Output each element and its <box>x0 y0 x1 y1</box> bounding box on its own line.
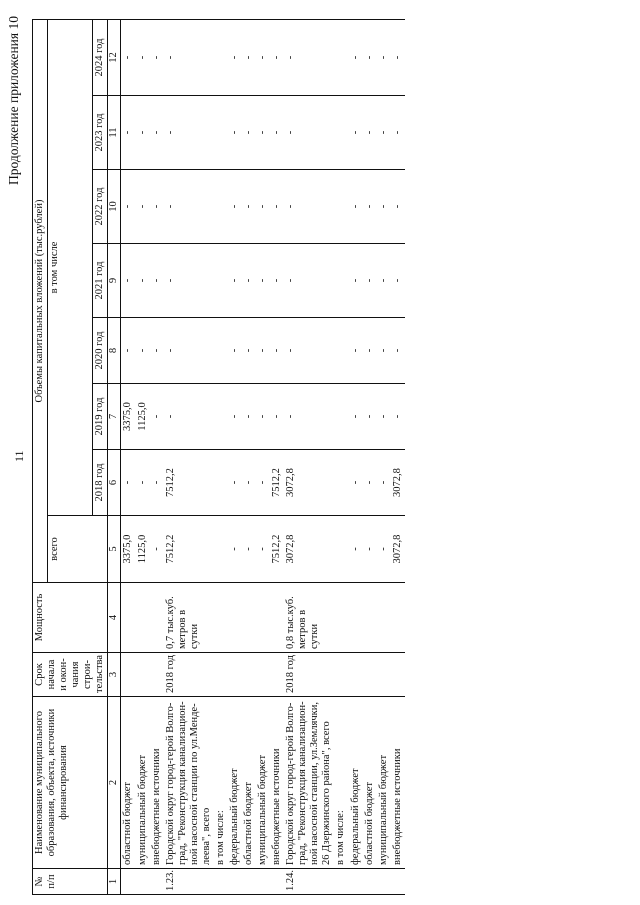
row-year-cell: - <box>150 318 164 384</box>
row-term-cell <box>242 653 256 697</box>
row-number-cell <box>391 869 405 895</box>
row-number-cell <box>349 869 363 895</box>
row-year-cell: - <box>284 170 334 244</box>
row-year-cell: - <box>377 96 391 170</box>
row-year-cell: - <box>164 318 214 384</box>
row-year-cell: - <box>228 384 242 450</box>
row-total-cell: - <box>377 516 391 583</box>
header-year: 2022 год <box>93 170 108 244</box>
column-number: 1 <box>108 869 121 895</box>
row-year-cell: - <box>164 170 214 244</box>
rotated-page <box>0 10 640 895</box>
row-year-cell: - <box>391 244 405 318</box>
table-row <box>228 19 242 894</box>
header-capacity: Мощность <box>33 583 108 653</box>
row-number-cell <box>334 869 348 895</box>
row-year-cell: - <box>228 450 242 516</box>
row-name-cell: внебюджетные источники <box>150 697 164 869</box>
column-number: 4 <box>108 583 121 653</box>
investment-table <box>32 19 405 895</box>
header-term: Срок начала и окон-чания строи-тельства <box>33 653 108 697</box>
column-number: 12 <box>108 19 121 95</box>
row-year-cell: - <box>164 384 214 450</box>
row-year-cell: - <box>136 450 150 516</box>
row-term-cell <box>377 653 391 697</box>
row-total-cell: 7512,2 <box>164 516 214 583</box>
row-total-cell: 3072,8 <box>284 516 334 583</box>
row-year-cell: - <box>136 96 150 170</box>
row-capacity-cell <box>214 583 228 653</box>
row-year-cell: - <box>363 244 377 318</box>
row-year-cell: - <box>242 384 256 450</box>
row-year-cell <box>334 19 348 95</box>
table-row <box>284 19 334 894</box>
header-year: 2020 год <box>93 318 108 384</box>
row-year-cell: - <box>121 170 136 244</box>
row-number-cell: 1.23. <box>164 869 214 895</box>
column-number: 3 <box>108 653 121 697</box>
row-name-cell: муниципальный бюджет <box>256 697 270 869</box>
header-year: 2021 год <box>93 244 108 318</box>
row-year-cell: 3072,8 <box>284 450 334 516</box>
table-header <box>33 19 121 894</box>
row-year-cell: - <box>256 450 270 516</box>
row-name-cell: областной бюджет <box>363 697 377 869</box>
row-year-cell: - <box>391 318 405 384</box>
row-capacity-cell <box>270 583 284 653</box>
row-year-cell: - <box>270 318 284 384</box>
row-term-cell <box>349 653 363 697</box>
table-row <box>164 19 214 894</box>
row-number-cell <box>121 869 136 895</box>
row-year-cell: - <box>242 170 256 244</box>
row-capacity-cell <box>363 583 377 653</box>
row-year-cell: - <box>349 244 363 318</box>
column-number: 7 <box>108 384 121 450</box>
row-year-cell: - <box>150 244 164 318</box>
row-name-cell: внебюджетные источники <box>391 697 405 869</box>
header-no: № п/п <box>33 869 108 895</box>
row-year-cell: - <box>363 318 377 384</box>
row-term-cell <box>363 653 377 697</box>
continuation-caption: Продолжение приложения 10 <box>6 16 21 186</box>
row-year-cell: - <box>349 384 363 450</box>
column-number: 6 <box>108 450 121 516</box>
row-year-cell: - <box>164 19 214 95</box>
header-name: Наименование муниципального образования, объекта, источники финансирования <box>33 697 108 869</box>
row-total-cell: 1125,0 <box>136 516 150 583</box>
column-number-row <box>108 19 121 894</box>
row-year-cell: - <box>270 384 284 450</box>
table-body <box>121 19 405 894</box>
row-year-cell: - <box>377 450 391 516</box>
row-total-cell: 7512,2 <box>270 516 284 583</box>
row-year-cell: 7512,2 <box>270 450 284 516</box>
table-row <box>121 19 136 894</box>
row-year-cell: - <box>121 450 136 516</box>
row-number-cell <box>270 869 284 895</box>
row-capacity-cell <box>242 583 256 653</box>
column-number: 9 <box>108 244 121 318</box>
row-year-cell: - <box>242 450 256 516</box>
header-incl: в том числе <box>48 19 93 515</box>
row-term-cell <box>270 653 284 697</box>
row-year-cell <box>334 318 348 384</box>
row-total-cell: - <box>150 516 164 583</box>
row-year-cell: - <box>363 19 377 95</box>
row-year-cell: 3375,0 <box>121 384 136 450</box>
row-year-cell: - <box>242 244 256 318</box>
row-year-cell: - <box>121 19 136 95</box>
row-year-cell: - <box>136 170 150 244</box>
row-name-cell: Городской округ город-герой Волго-град, "Реконструкция канализацион-ной насосной станции по ул.Менде-леева", всего <box>164 697 214 869</box>
row-year-cell <box>214 318 228 384</box>
row-number-cell <box>214 869 228 895</box>
row-year-cell: - <box>228 318 242 384</box>
row-name-cell: Городской округ город-герой Волго-град, "Реконструкция канализацион-ной насосной станции, ул.Землячки, 26 Дзержинского района", всего <box>284 697 334 869</box>
table-row <box>136 19 150 894</box>
row-name-cell: федеральный бюджет <box>228 697 242 869</box>
header-year: 2018 год <box>93 450 108 516</box>
row-name-cell: областной бюджет <box>242 697 256 869</box>
row-number-cell <box>242 869 256 895</box>
row-term-cell <box>391 653 405 697</box>
row-total-cell: - <box>256 516 270 583</box>
row-year-cell: - <box>121 318 136 384</box>
row-year-cell: - <box>284 244 334 318</box>
row-year-cell: - <box>377 19 391 95</box>
row-year-cell <box>214 96 228 170</box>
row-year-cell <box>334 96 348 170</box>
row-year-cell: - <box>150 384 164 450</box>
row-term-cell <box>150 653 164 697</box>
row-year-cell: 1125,0 <box>136 384 150 450</box>
row-number-cell <box>136 869 150 895</box>
row-year-cell: - <box>228 244 242 318</box>
row-year-cell: - <box>270 170 284 244</box>
row-year-cell: - <box>349 318 363 384</box>
row-year-cell <box>334 170 348 244</box>
table-row <box>270 19 284 894</box>
header-year: 2019 год <box>93 384 108 450</box>
row-year-cell: - <box>391 96 405 170</box>
row-year-cell: - <box>377 318 391 384</box>
row-number-cell <box>228 869 242 895</box>
row-capacity-cell <box>391 583 405 653</box>
row-year-cell: - <box>121 96 136 170</box>
row-year-cell: 7512,2 <box>164 450 214 516</box>
row-capacity-cell <box>150 583 164 653</box>
row-year-cell: - <box>228 96 242 170</box>
row-year-cell: - <box>284 19 334 95</box>
row-year-cell: - <box>150 170 164 244</box>
row-year-cell <box>334 384 348 450</box>
column-number: 5 <box>108 516 121 583</box>
row-year-cell: - <box>256 318 270 384</box>
row-year-cell: - <box>363 170 377 244</box>
row-name-cell: муниципальный бюджет <box>136 697 150 869</box>
row-year-cell: - <box>363 450 377 516</box>
row-total-cell: - <box>363 516 377 583</box>
row-year-cell <box>214 384 228 450</box>
row-name-cell: внебюджетные источники <box>270 697 284 869</box>
row-total-cell: - <box>242 516 256 583</box>
row-year-cell: - <box>256 170 270 244</box>
row-year-cell: - <box>363 96 377 170</box>
row-capacity-cell: 0,8 тыс.куб. метров в сутки <box>284 583 334 653</box>
row-year-cell: - <box>256 244 270 318</box>
column-number: 10 <box>108 170 121 244</box>
row-year-cell: - <box>391 170 405 244</box>
row-year-cell: - <box>270 19 284 95</box>
header-total: всего <box>48 516 108 583</box>
row-year-cell <box>334 244 348 318</box>
row-year-cell <box>214 19 228 95</box>
row-year-cell: - <box>270 244 284 318</box>
row-name-cell: муниципальный бюджет <box>377 697 391 869</box>
row-year-cell: 3072,8 <box>391 450 405 516</box>
row-total-cell <box>214 516 228 583</box>
row-term-cell <box>256 653 270 697</box>
row-number-cell <box>377 869 391 895</box>
row-number-cell <box>150 869 164 895</box>
row-capacity-cell <box>349 583 363 653</box>
column-number: 8 <box>108 318 121 384</box>
row-year-cell <box>214 450 228 516</box>
header-year: 2023 год <box>93 96 108 170</box>
table-row <box>214 19 228 894</box>
row-term-cell <box>228 653 242 697</box>
row-term-cell: 2018 год <box>164 653 214 697</box>
table-row <box>150 19 164 894</box>
row-year-cell <box>334 450 348 516</box>
row-name-cell: в том числе: <box>334 697 348 869</box>
row-total-cell: 3375,0 <box>121 516 136 583</box>
row-total-cell: 3072,8 <box>391 516 405 583</box>
header-investments: Объемы капитальных вложений (тыс.рублей) <box>33 19 48 582</box>
row-term-cell <box>136 653 150 697</box>
row-name-cell: федеральный бюджет <box>349 697 363 869</box>
row-year-cell: - <box>284 318 334 384</box>
table-row <box>363 19 377 894</box>
row-year-cell: - <box>136 244 150 318</box>
row-term-cell <box>121 653 136 697</box>
row-year-cell: - <box>284 96 334 170</box>
column-number: 2 <box>108 697 121 869</box>
row-capacity-cell <box>256 583 270 653</box>
row-year-cell: - <box>164 244 214 318</box>
row-capacity-cell: 0,7 тыс.куб. метров в сутки <box>164 583 214 653</box>
table-row <box>242 19 256 894</box>
row-capacity-cell <box>334 583 348 653</box>
row-year-cell: - <box>136 318 150 384</box>
row-number-cell <box>256 869 270 895</box>
row-year-cell <box>214 170 228 244</box>
row-year-cell: - <box>121 244 136 318</box>
row-term-cell: 2018 год <box>284 653 334 697</box>
row-year-cell: - <box>136 19 150 95</box>
row-year-cell: - <box>377 244 391 318</box>
row-year-cell: - <box>242 19 256 95</box>
row-year-cell: - <box>363 384 377 450</box>
row-number-cell <box>363 869 377 895</box>
row-number-cell: 1.24. <box>284 869 334 895</box>
table-row <box>256 19 270 894</box>
row-year-cell: - <box>256 19 270 95</box>
row-total-cell: - <box>349 516 363 583</box>
row-capacity-cell <box>377 583 391 653</box>
row-capacity-cell <box>228 583 242 653</box>
row-year-cell: - <box>377 170 391 244</box>
row-year-cell: - <box>349 450 363 516</box>
row-year-cell: - <box>284 384 334 450</box>
row-total-cell: - <box>228 516 242 583</box>
page-number: 11 <box>12 450 26 462</box>
row-year-cell: - <box>256 96 270 170</box>
row-name-cell: областной бюджет <box>121 697 136 869</box>
row-term-cell <box>214 653 228 697</box>
row-year-cell: - <box>391 19 405 95</box>
row-year-cell: - <box>242 318 256 384</box>
row-year-cell: - <box>242 96 256 170</box>
table-row <box>377 19 391 894</box>
row-year-cell: - <box>150 450 164 516</box>
row-year-cell: - <box>270 96 284 170</box>
row-year-cell: - <box>377 384 391 450</box>
row-year-cell: - <box>391 384 405 450</box>
row-capacity-cell <box>136 583 150 653</box>
table-row <box>334 19 348 894</box>
row-year-cell: - <box>150 19 164 95</box>
row-term-cell <box>334 653 348 697</box>
row-year-cell: - <box>349 19 363 95</box>
row-year-cell: - <box>256 384 270 450</box>
row-capacity-cell <box>121 583 136 653</box>
row-name-cell: в том числе: <box>214 697 228 869</box>
row-year-cell: - <box>228 170 242 244</box>
table-row <box>349 19 363 894</box>
row-year-cell: - <box>349 96 363 170</box>
row-year-cell: - <box>150 96 164 170</box>
row-total-cell <box>334 516 348 583</box>
row-year-cell <box>214 244 228 318</box>
header-year: 2024 год <box>93 19 108 95</box>
column-number: 11 <box>108 96 121 170</box>
row-year-cell: - <box>349 170 363 244</box>
row-year-cell: - <box>228 19 242 95</box>
table-row <box>391 19 405 894</box>
row-year-cell: - <box>164 96 214 170</box>
